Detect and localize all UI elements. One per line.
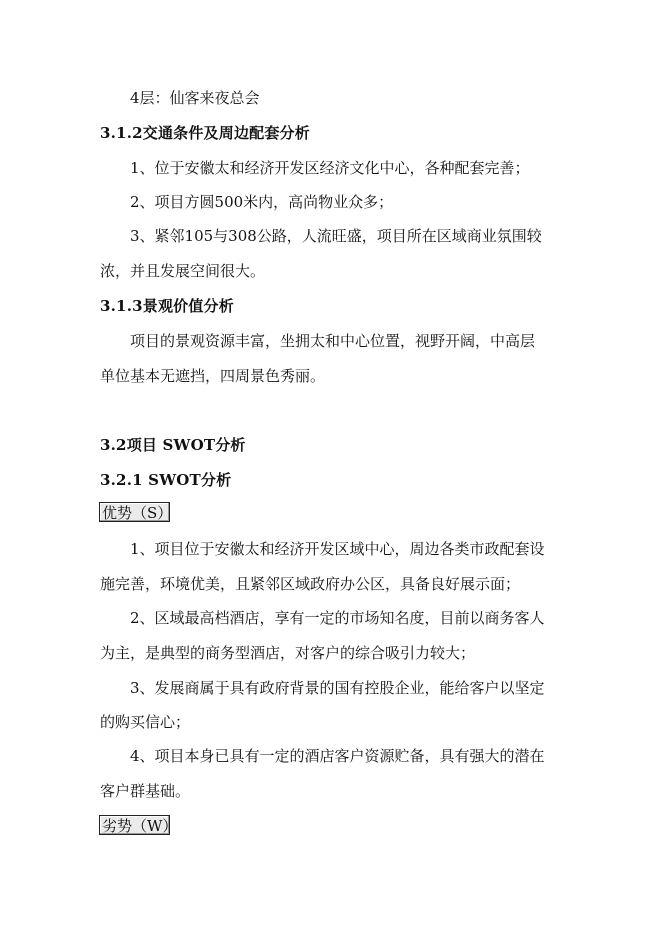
strength-item-3: 3、发展商属于具有政府背景的国有控股企业，能给客户以坚定 [130,679,545,697]
traffic-item-1: 1、位于安徽太和经济开发区经济文化中心，各种配套完善； [130,159,530,177]
section-3-1-3-heading: 3.1.3景观价值分析 [100,297,234,315]
strength-item-4-cont: 客户群基础。 [100,782,191,800]
strength-item-2: 2、区域最高档酒店，享有一定的市场知名度，目前以商务客人 [130,609,545,627]
traffic-item-2: 2、项目方圆500米内，高尚物业众多； [130,193,394,211]
strength-item-1: 1、项目位于安徽太和经济开发区域中心，周边各类市政配套设 [130,540,545,558]
traffic-item-3: 3、紧邻105与308公路，人流旺盛，项目所在区域商业氛围较 [130,227,542,245]
section-3-2-1-heading: 3.2.1 SWOT分析 [100,471,232,489]
strengths-label-box: 优势（S） [99,502,170,522]
section-3-2-heading: 3.2项目 SWOT分析 [100,436,246,454]
landscape-paragraph: 项目的景观资源丰富，坐拥太和中心位置，视野开阔，中高层 [130,332,536,350]
strength-item-2-cont: 为主，是典型的商务型酒店，对客户的综合吸引力较大； [100,644,476,662]
strength-item-3-cont: 的购买信心； [100,713,191,731]
strength-item-1-cont: 施完善，环境优美，且紧邻区域政府办公区，具备良好展示面； [100,575,521,593]
section-3-1-2-heading: 3.1.2交通条件及周边配套分析 [100,124,310,142]
landscape-paragraph-cont: 单位基本无遮挡，四周景色秀丽。 [100,367,326,385]
traffic-item-3-cont: 浓，并且发展空间很大。 [100,262,266,280]
floor-4-text: 4层：仙客来夜总会 [130,89,260,107]
strength-item-4: 4、项目本身已具有一定的酒店客户资源贮备，具有强大的潜在 [130,747,545,765]
weaknesses-label-box: 劣势（W） [99,815,170,835]
